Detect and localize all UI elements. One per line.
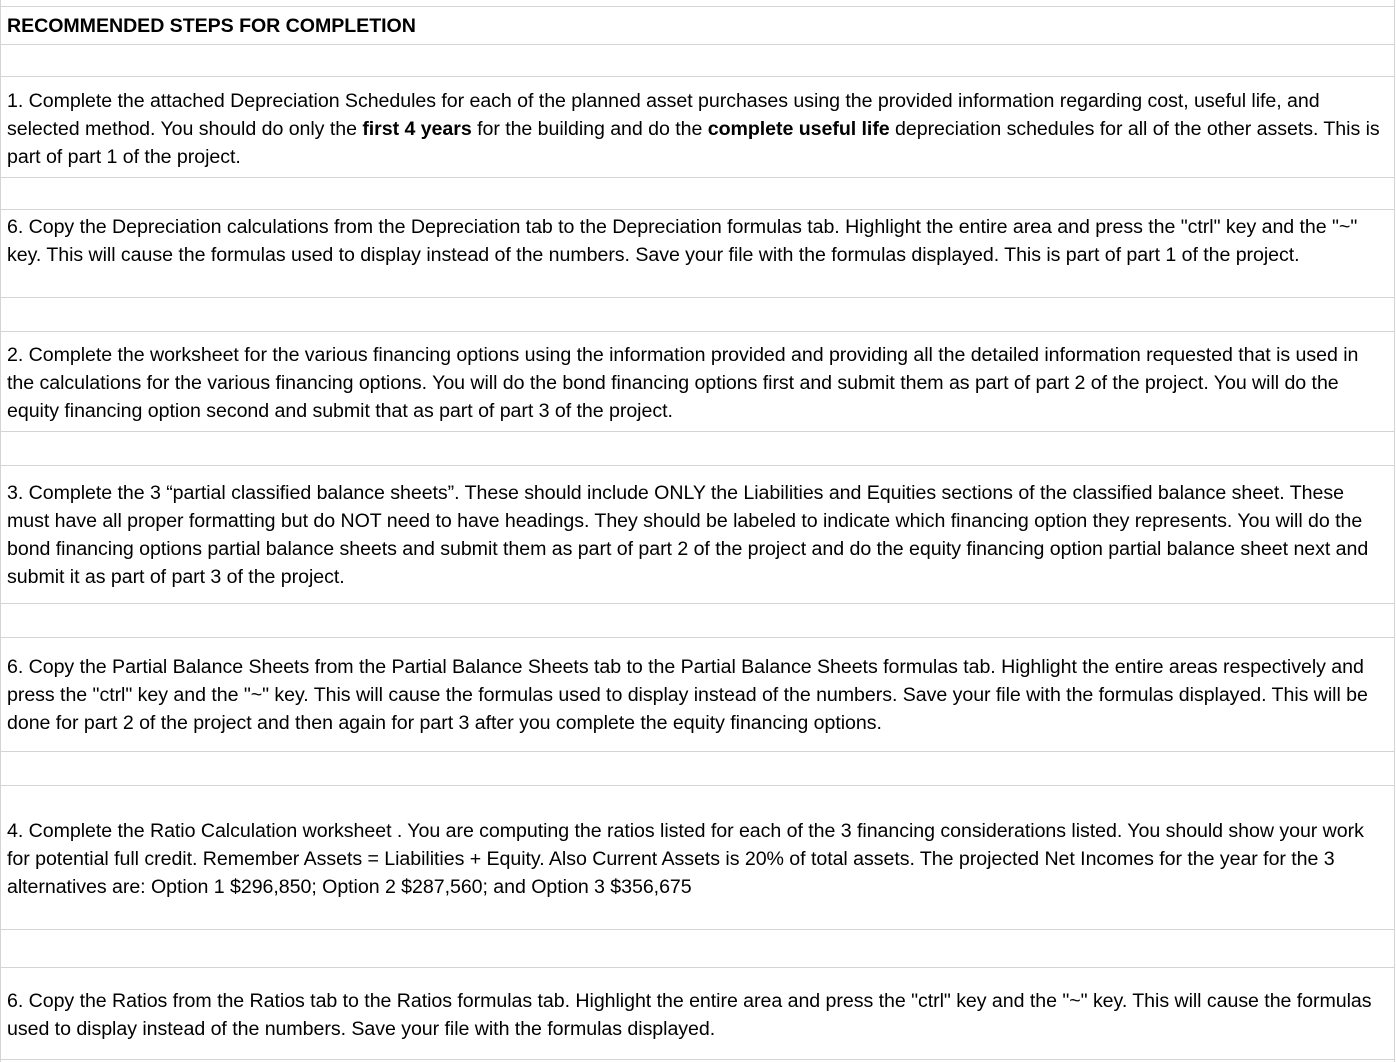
step-text-part: 1. Complete the attached Depreciation Schedules for each of the planned asset purchases using the provided information regarding cost, useful life, and selected method. You should do only the bbox=[7, 90, 1320, 140]
blank-row[interactable] bbox=[1, 44, 1394, 76]
blank-row[interactable] bbox=[1, 177, 1394, 209]
blank-row[interactable] bbox=[1, 297, 1394, 331]
step-text: 6. Copy the Ratios from the Ratios tab to the Ratios formulas tab. Highlight the entire area and press the "ctrl" key and the "~" key. This will cause the formulas used to display instead of the numbers. Save your file with the formulas displayed. bbox=[7, 990, 1372, 1040]
step-emphasis: first 4 years bbox=[362, 118, 472, 140]
step-text: 4. Complete the Ratio Calculation worksheet . You are computing the ratios listed for each of the 3 financing considerations listed. You should show your work for potential full credit. Remember Assets = Liabilities + Equity. Also Current Assets is 20% of total assets. The projected Net Incomes for the year for the 3 alternatives are: Option 1 $296,850; Option 2 $287,560; and Option 3 $356,675 bbox=[7, 820, 1364, 898]
step-text: 6. Copy the Depreciation calculations from the Depreciation tab to the Depreciation formulas tab. Highlight the entire area and press the "ctrl" key and the "~" key. This will cause the formulas used to display instead of the numbers. Save your file with the formulas displayed. This is part of part 1 of the project. bbox=[7, 216, 1358, 266]
step-text: 6. Copy the Partial Balance Sheets from the Partial Balance Sheets tab to the Partial Balance Sheets formulas tab. Highlight the entire areas respectively and press the "ctrl" key and the "~" key. This will cause the formulas used to display instead of the numbers. Save your file with the formulas displayed. This will be done for part 2 of the project and then again for part 3 after you complete the equity financing options. bbox=[7, 656, 1368, 734]
step-row[interactable] bbox=[1, 209, 1394, 297]
step-row[interactable] bbox=[1, 637, 1394, 751]
step-emphasis: complete useful life bbox=[707, 118, 890, 140]
blank-row[interactable] bbox=[1, 603, 1394, 637]
step-text-part: depreciation schedules for all of the other assets. This is part of part 1 of the project. bbox=[7, 118, 1380, 168]
step-text: 2. Complete the worksheet for the various financing options using the information provided and providing all the detailed information requested that is used in the calculations for the various financing options. You will do the bond financing options first and submit them as part of part 2 of the project. You will do the equity financing option second and submit that as part of part 3 of the project. bbox=[7, 344, 1359, 422]
sheet-title: RECOMMENDED STEPS FOR COMPLETION bbox=[7, 15, 416, 37]
title-row[interactable] bbox=[1, 6, 1394, 44]
step-row[interactable] bbox=[1, 785, 1394, 929]
step-row[interactable] bbox=[1, 331, 1394, 431]
step-text-part: for the building and do the bbox=[471, 118, 708, 140]
blank-row[interactable] bbox=[1, 751, 1394, 785]
blank-row[interactable] bbox=[1, 929, 1394, 967]
step-row[interactable] bbox=[1, 465, 1394, 603]
step-row[interactable] bbox=[1, 967, 1394, 1059]
blank-row[interactable] bbox=[1, 431, 1394, 465]
step-text: 3. Complete the 3 “partial classified balance sheets”. These should include ONLY the Liabilities and Equities sections of the classified balance sheet. These must have all proper formatting but do NOT need to have headings. They should be labeled to indicate which financing option they represents. You will do the bond financing options partial balance sheets and submit them as part of part 2 of the project and do the equity financing option partial balance sheet next and submit it as part of part 3 of the project. bbox=[7, 482, 1369, 588]
step-text bbox=[7, 87, 1386, 171]
step-row[interactable] bbox=[1, 76, 1394, 177]
